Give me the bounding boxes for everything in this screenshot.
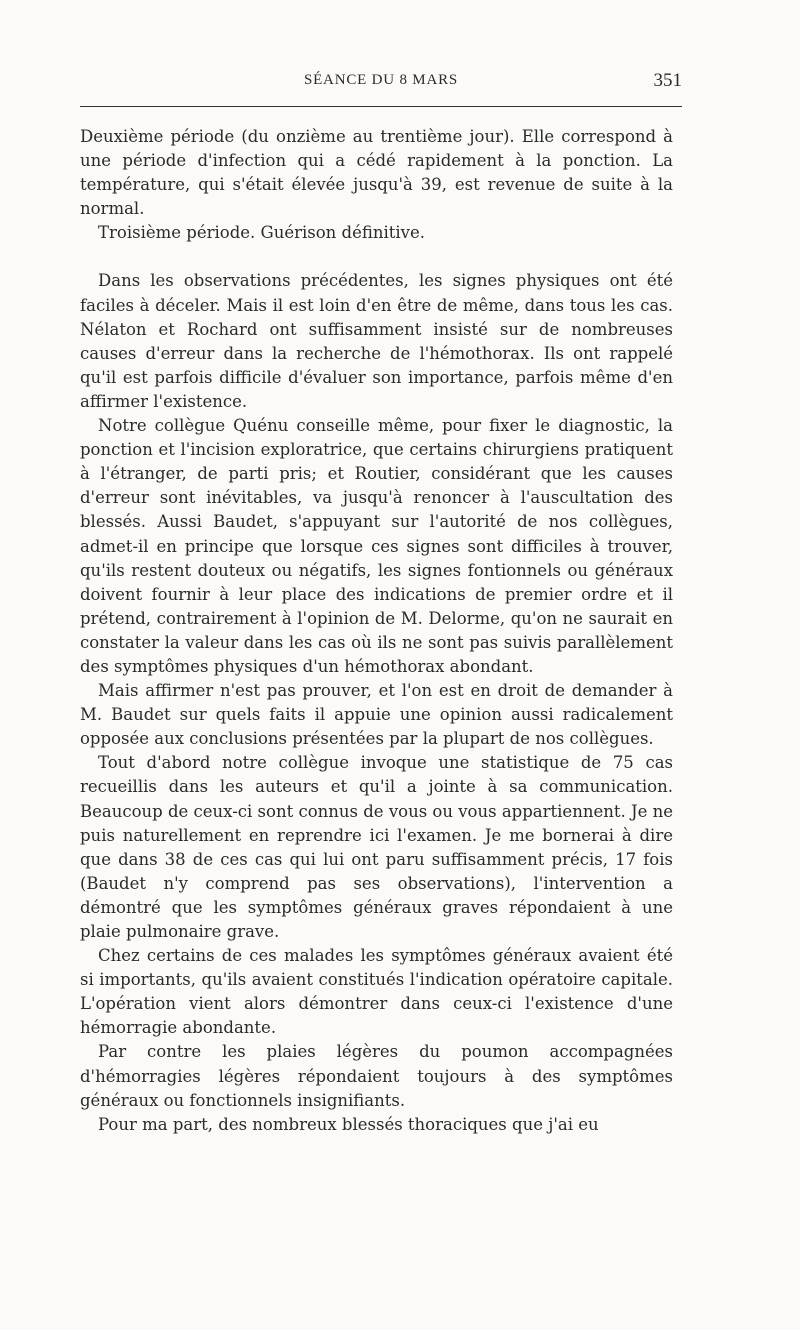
paragraph: Dans les observations précédentes, les signes physiques ont été faciles à déceler. Mais il est loin d'en être de même, dans tous les cas. Nélaton et Rochard ont suffisamment insisté sur de nombreuses causes d'erreur dans la recherche de l'hémothorax. Ils ont rappelé qu'il est parfois difficile d'évaluer son importance, parfois même d'en affirmer l'existence. <box>80 271 673 411</box>
running-header <box>80 66 682 107</box>
paragraph: Deuxième période (du onzième au trentième jour). Elle correspond à une période d'infection qui a cédé rapidement à la ponction. La température, qui s'était élevée jusqu'à 39, est revenue de suite à la normal. <box>80 127 673 219</box>
paragraph: Tout d'abord notre collègue invoque une statistique de 75 cas recueillis dans les auteurs et qu'il a jointe à sa communication. Beaucoup de ceux-ci sont connus de vous ou vous appartiennent. Je ne puis naturellement en reprendre ici l'examen. Je me bornerai à dire que dans 38 de ces cas qui lui ont paru suffisamment précis, 17 fois (Baudet n'y comprend pas ses observations), l'intervention a démontré que les symptômes généraux graves répondaient à une plaie pulmonaire grave. <box>80 753 673 941</box>
body-text <box>80 125 673 1137</box>
header-title: SÉANCE DU 8 MARS <box>303 72 459 88</box>
paragraph: Notre collègue Quénu conseille même, pour fixer le diagnostic, la ponction et l'incision exploratrice, que certains chirurgiens pratiquent à l'étranger, de parti pris; et Routier, considérant que les causes d'erreur sont inévitables, va jusqu'à renoncer à l'auscultation des blessés. Aussi Baudet, s'appuyant sur l'autorité de nos collègues, admet-il en principe que lorsque ces signes sont difficiles à trouver, qu'ils restent douteux ou négatifs, les signes fontionnels ou généraux doivent fournir à leur place des indications de premier ordre et il prétend, contrairement à l'opinion de M. Delorme, qu'on ne saurait en constater la valeur dans les cas où ils ne sont pas suivis parallèlement des symptômes physiques d'un hémothorax abondant. <box>80 416 673 676</box>
paragraph: Pour ma part, des nombreux blessés thoraciques que j'ai eu <box>98 1114 599 1134</box>
paragraph: Par contre les plaies légères du poumon accompagnées d'hémorragies légères répondaient toujours à des symptômes généraux ou fonctionnels insignifiants. <box>80 1042 673 1110</box>
page-number: 351 <box>653 70 682 91</box>
paragraph: Troisième période. Guérison définitive. <box>98 223 425 243</box>
paragraph: Chez certains de ces malades les symptômes généraux avaient été si importants, qu'ils avaient constitués l'indication opératoire capitale. L'opération vient alors démontrer dans ceux-ci l'existence d'une hémorragie abondante. <box>80 946 673 1038</box>
paragraph: Mais affirmer n'est pas prouver, et l'on est en droit de demander à M. Baudet sur quels faits il appuie une opinion aussi radicalement opposée aux conclusions présentées par la plupart de nos collègues. <box>80 681 673 749</box>
